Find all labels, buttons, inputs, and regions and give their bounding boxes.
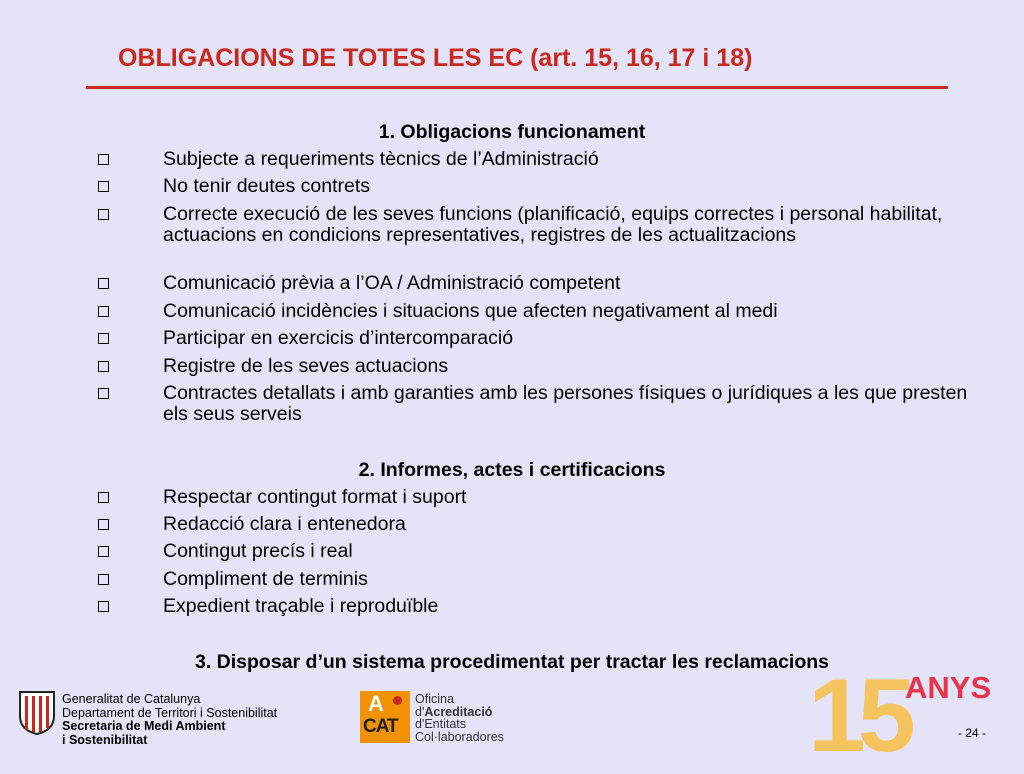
list-item-text: Correcte execució de les seves funcions (planificació, equips correctes i personal habilitat, actuacions en condicions representatives, registres de les actualitzacions <box>163 203 943 246</box>
generalitat-logo <box>18 690 56 736</box>
list-item-text: No tenir deutes contrets <box>163 175 371 197</box>
list-item-text: Compliment de terminis <box>163 568 368 590</box>
title-underline <box>86 86 948 89</box>
checkbox-bullet-icon <box>98 278 109 289</box>
generalitat-text: Generalitat de Catalunya Departament de Territori i Sostenibilitat Secretaria de Medi Ambient i Sostenibilitat <box>62 692 278 747</box>
list-item-text: Registre de les seves actuacions <box>163 355 449 377</box>
list-item-text: Respectar contingut format i suport <box>163 486 467 508</box>
checkbox-bullet-icon <box>98 154 109 165</box>
checkbox-bullet-icon <box>98 492 109 503</box>
list-item-text: Subjecte a requeriments tècnics de l’Administració <box>163 148 599 170</box>
list-item <box>98 569 970 590</box>
acat-logo: A CAT <box>360 691 410 743</box>
list-item-text: Contractes detallats i amb garanties amb les persones físiques o jurídiques a les que presten els seus serveis <box>163 382 968 425</box>
anniversary-label: ANYS <box>905 670 992 705</box>
list-item-text: Comunicació incidències i situacions que afecten negativament al medi <box>163 300 778 322</box>
checkbox-bullet-icon <box>98 574 109 585</box>
checkbox-bullet-icon <box>98 519 109 530</box>
list-item <box>98 356 970 377</box>
list-item <box>98 487 970 508</box>
list-item <box>98 204 970 246</box>
checkbox-bullet-icon <box>98 209 109 220</box>
slide-title: OBLIGACIONS DE TOTES LES EC (art. 15, 16, 17 i 18) <box>118 44 753 72</box>
list-item-text: Comunicació prèvia a l’OA / Administració competent <box>163 272 621 294</box>
list-item-text: Expedient traçable i reproduïble <box>163 595 439 617</box>
list-item <box>98 328 970 349</box>
checkbox-bullet-icon <box>98 601 109 612</box>
section-2-heading: 2. Informes, actes i certificacions <box>358 459 666 481</box>
list-item <box>98 383 970 425</box>
section-3-heading: 3. Disposar d’un sistema procedimentat per tractar les reclamacions <box>195 651 829 673</box>
list-item-text: Participar en exercicis d’intercomparació <box>163 327 514 349</box>
list-item <box>98 149 970 170</box>
checkbox-bullet-icon <box>98 306 109 317</box>
checkbox-bullet-icon <box>98 388 109 399</box>
page-number: - 24 - <box>958 726 987 740</box>
list-item <box>98 596 970 617</box>
list-item <box>98 514 970 535</box>
acat-text: Oficina d'Acreditació d'Entitats Col·laboradores <box>415 692 504 744</box>
section-1-heading: 1. Obligacions funcionament <box>378 121 646 143</box>
list-item-text: Redacció clara i entenedora <box>163 513 406 535</box>
list-item <box>98 541 970 562</box>
list-item <box>98 176 970 197</box>
checkbox-bullet-icon <box>98 333 109 344</box>
checkbox-bullet-icon <box>98 361 109 372</box>
list-item <box>98 301 970 322</box>
list-item-text: Contingut precís i real <box>163 540 353 562</box>
list-item <box>98 273 970 294</box>
checkbox-bullet-icon <box>98 546 109 557</box>
checkbox-bullet-icon <box>98 181 109 192</box>
anniversary-logo: 15 <box>808 658 908 774</box>
